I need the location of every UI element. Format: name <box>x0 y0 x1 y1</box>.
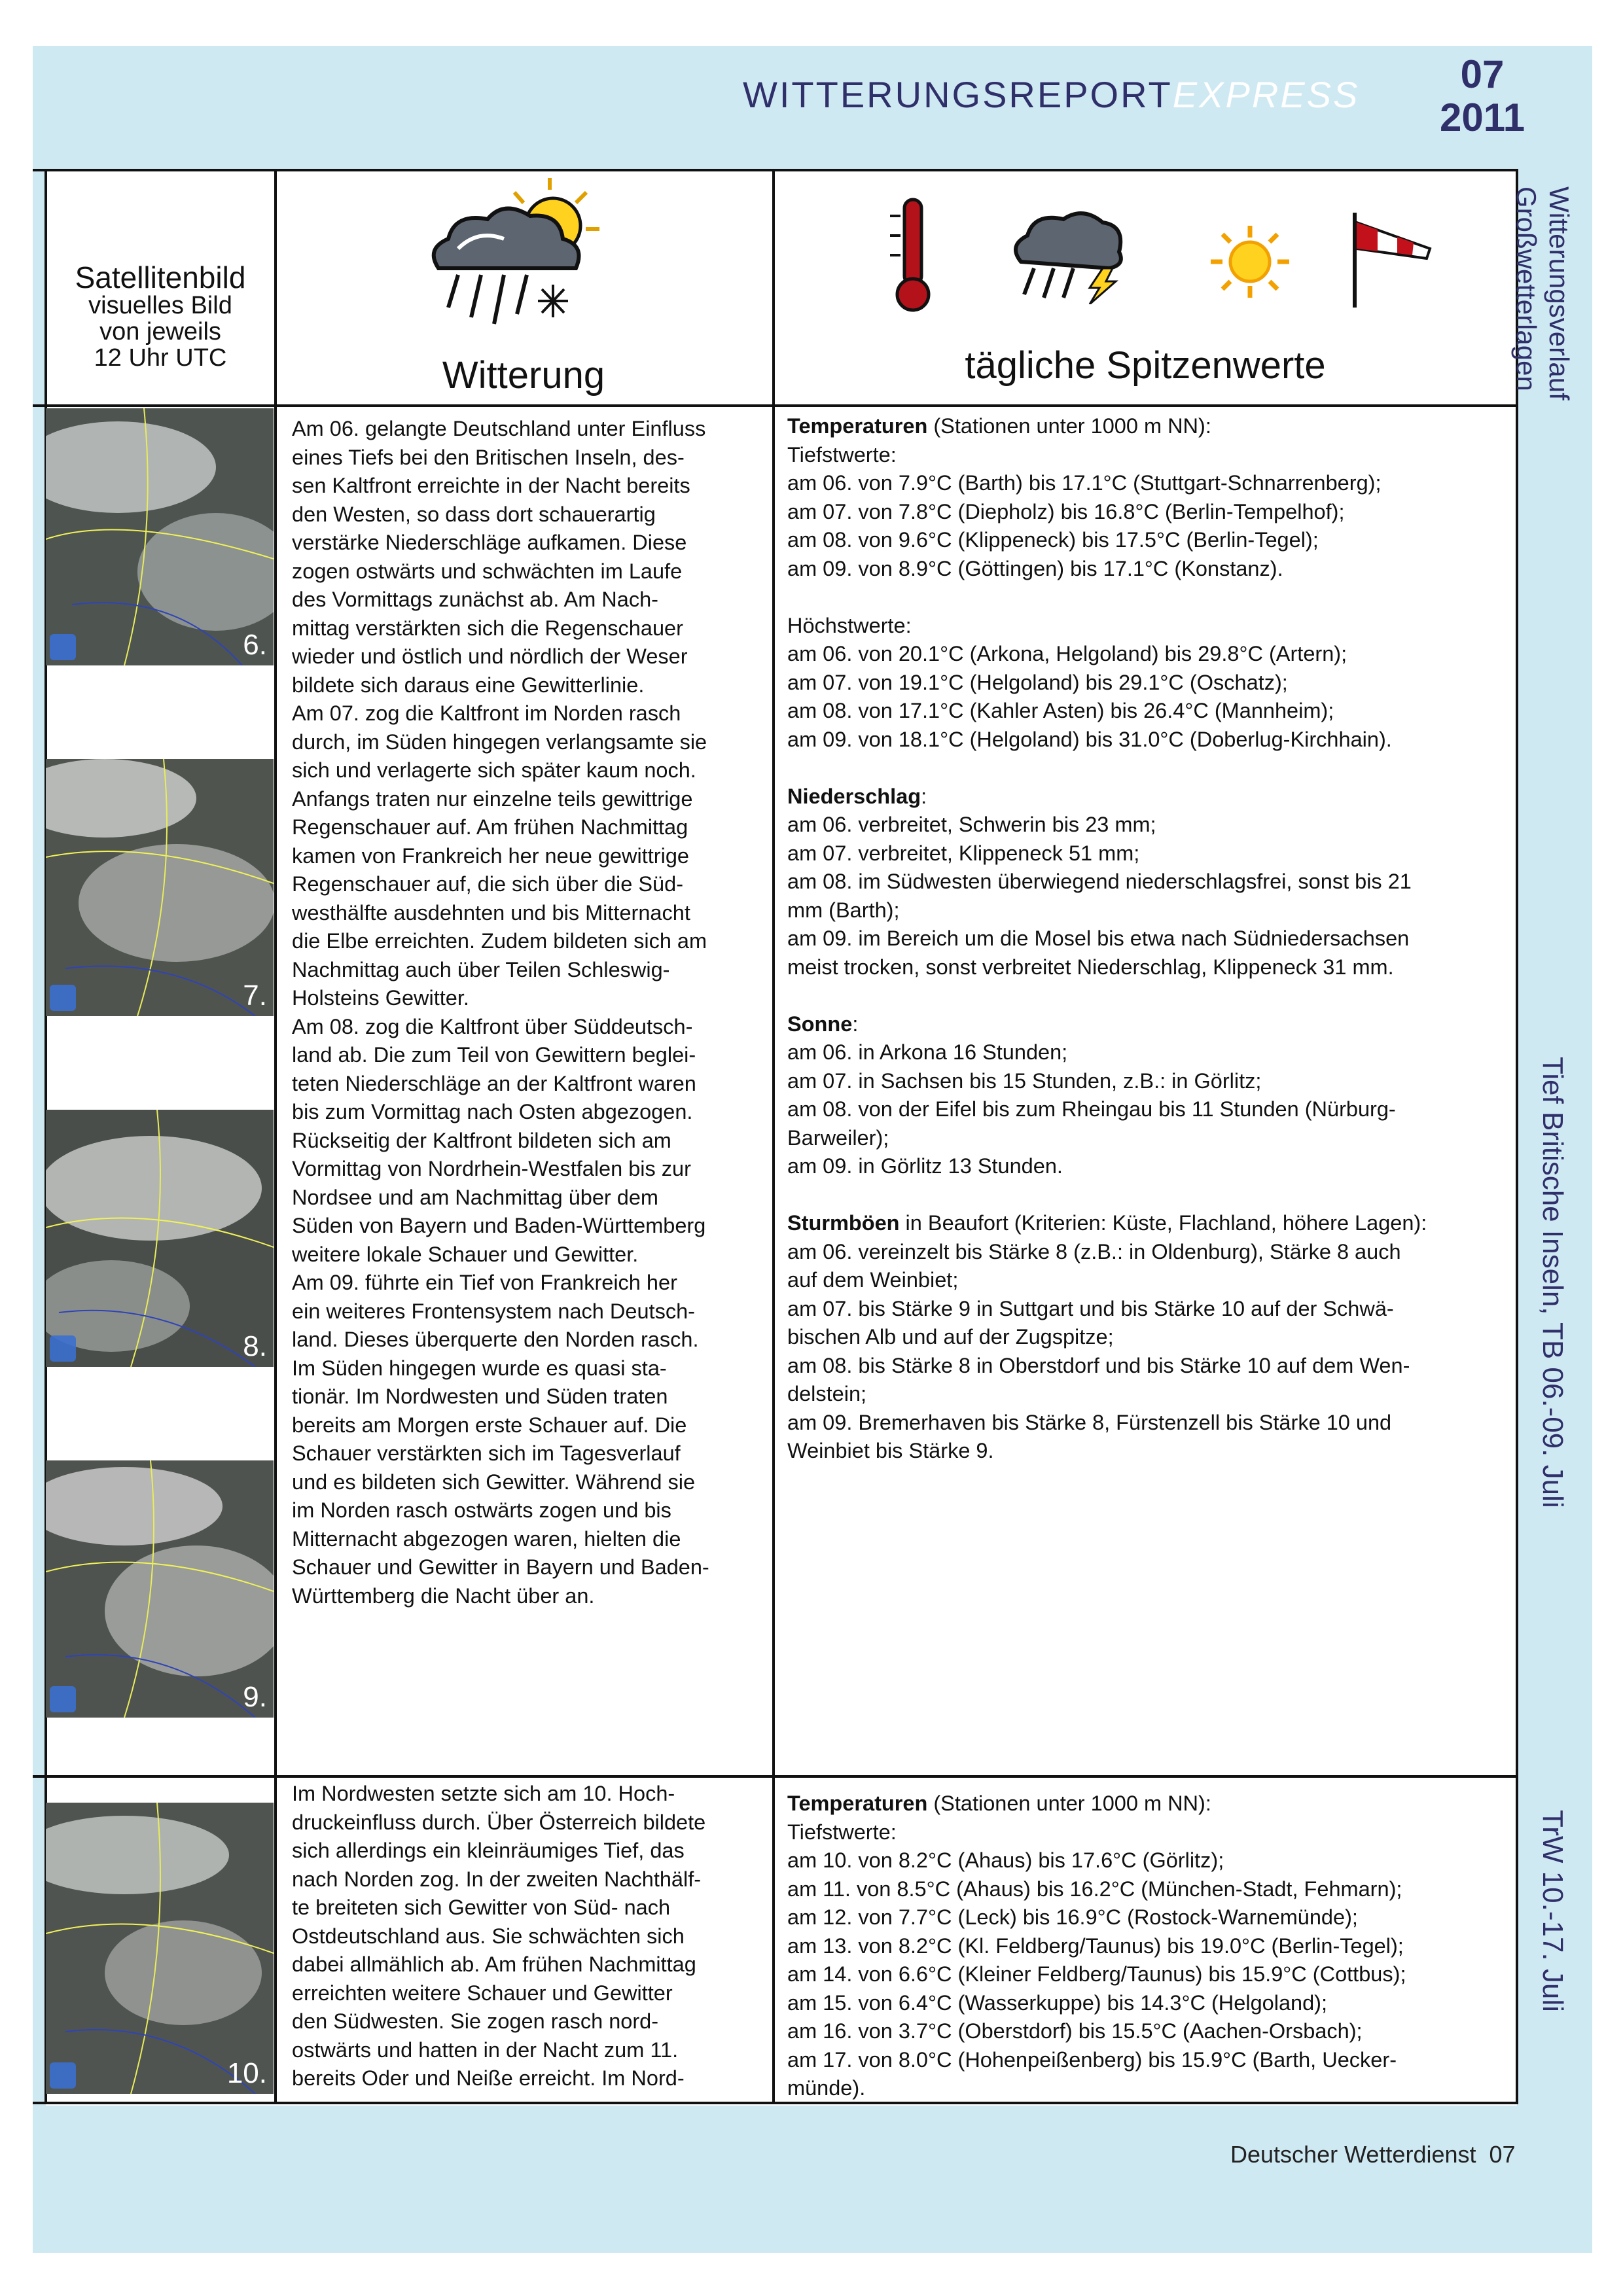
text-line: ostwärts und hatten in der Nacht zum 11. <box>292 2038 679 2062</box>
text-line: am 09. Bremerhaven bis Stärke 8, Fürstenzell bis Stärke 10 und <box>787 1410 1392 1434</box>
max-label: Höchstwerte: <box>787 613 912 637</box>
text-line: westhälfte ausdehnten und bis Mitternacht <box>292 900 690 925</box>
text-line: Württemberg die Nacht über an. <box>292 1583 595 1608</box>
text-line: am 09. von 18.1°C (Helgoland) bis 31.0°C (Doberlug-Kirchhain). <box>787 727 1392 751</box>
satellite-image <box>46 1803 274 2094</box>
text-line: am 09. in Görlitz 13 Stunden. <box>787 1154 1063 1178</box>
peak-values <box>787 1790 1507 2103</box>
weather-text <box>292 415 763 1610</box>
text-line: und es bildeten sich Gewitter. Während sie <box>292 1470 696 1494</box>
text-line: sich und verlagerte sich später kaum noch. <box>292 758 696 782</box>
text-line: sen Kaltfront erreichte in der Nacht bereits <box>292 474 690 497</box>
text-line: Nordsee und am Nachmittag über dem <box>292 1185 659 1209</box>
temperature-heading: Temperaturen (Stationen unter 1000 m NN): <box>787 1792 1211 1815</box>
satellite-image-date: 9. <box>243 1681 267 1713</box>
text-line: Süden von Bayern und Baden-Württemberg <box>292 1214 706 1237</box>
text-line: erreichten weitere Schauer und Gewitter <box>292 1981 673 2005</box>
text-line: mittag verstärkten sich die Regenschauer <box>292 616 683 640</box>
satellite-column-header: Satellitenbild visuelles Bild von jeweils 12 Uhr UTC <box>75 260 246 372</box>
max-values <box>787 640 1507 754</box>
peaks-column-header: tägliche Spitzenwerte <box>965 344 1326 387</box>
text-line: am 08. im Südwesten überwiegend niederschlagsfrei, sonst bis 21 <box>787 870 1412 893</box>
cloud-sun-rain-icon <box>419 177 609 340</box>
text-line: den Westen, so dass dort schauerartig <box>292 502 656 526</box>
text-line: Am 08. zog die Kaltfront über Süddeutsch- <box>292 1014 693 1038</box>
text-line: des Vormittags zunächst ab. Am Nach- <box>292 588 658 611</box>
issue-badge <box>1440 52 1525 139</box>
text-line: Am 07. zog die Kaltfront im Norden rasch <box>292 701 681 725</box>
text-line: im Norden rasch ostwärts zogen und bis <box>292 1498 671 1522</box>
side-label-section-1: Tief Britische Inseln, TB 06.-09. Juli <box>1537 1057 1569 1508</box>
col-border-sat <box>274 169 277 2104</box>
col-border-weather <box>772 169 775 2104</box>
text-line: wieder und östlich und nördlich der Weser <box>292 645 688 668</box>
min-values <box>787 469 1507 583</box>
temperature-heading: Temperaturen (Stationen unter 1000 m NN): <box>787 414 1211 438</box>
text-line: bischen Alb und auf der Zugspitze; <box>787 1325 1114 1349</box>
footer: Deutscher Wetterdienst 07 <box>1230 2141 1516 2168</box>
min-label: Tiefstwerte: <box>787 442 897 467</box>
weather-column-header: Witterung <box>442 354 605 397</box>
text-line: mm (Barth); <box>787 898 900 922</box>
text-line: Rückseitig der Kaltfront bildeten sich am <box>292 1128 671 1152</box>
table-header-border <box>33 404 1518 407</box>
text-line: am 06. verbreitet, Schwerin bis 23 mm; <box>787 813 1156 836</box>
text-line: Am 06. gelangte Deutschland unter Einfluss <box>292 417 706 440</box>
text-line: am 08. bis Stärke 8 in Oberstdorf und bis Stärke 10 auf dem Wen- <box>787 1353 1410 1377</box>
precipitation-heading: Niederschlag: <box>787 784 927 808</box>
text-line: am 07. verbreitet, Klippeneck 51 mm; <box>787 841 1140 865</box>
text-line: am 07. von 7.8°C (Diepholz) bis 16.8°C (Berlin-Tempelhof); <box>787 499 1345 523</box>
weather-text <box>292 1780 763 2093</box>
text-line: am 11. von 8.5°C (Ahaus) bis 16.2°C (München-Stadt, Fehmarn); <box>787 1877 1402 1901</box>
footer-band <box>33 2106 1592 2253</box>
text-line: Vormittag von Nordrhein-Westfalen bis zur <box>292 1157 691 1180</box>
dwd-logo-icon <box>50 634 76 660</box>
text-line: am 09. von 8.9°C (Göttingen) bis 17.1°C (Konstanz). <box>787 556 1283 580</box>
text-line: Holsteins Gewitter. <box>292 986 469 1010</box>
text-line: am 16. von 3.7°C (Oberstdorf) bis 15.5°C (Aachen-Orsbach); <box>787 2019 1363 2043</box>
text-line: land ab. Die zum Teil von Gewittern beglei- <box>292 1043 696 1067</box>
text-line: druckeinfluss durch. Über Österreich bildete <box>292 1810 706 1834</box>
text-line: Am 09. führte ein Tief von Frankreich her <box>292 1271 677 1294</box>
satellite-image-date: 10. <box>226 2057 267 2089</box>
text-line: am 09. im Bereich um die Mosel bis etwa nach Südniedersachsen <box>787 927 1410 950</box>
text-line: am 06. vereinzelt bis Stärke 8 (z.B.: in Oldenburg), Stärke 8 auch <box>787 1239 1401 1263</box>
text-line: Schauer und Gewitter in Bayern und Baden- <box>292 1555 709 1579</box>
satellite-image <box>46 408 274 665</box>
text-line: teten Niederschläge an der Kaltfront waren <box>292 1071 696 1095</box>
satellite-image <box>46 1460 274 1718</box>
dwd-logo-icon <box>50 1686 76 1712</box>
col-border-peaks <box>1516 169 1518 2104</box>
text-line: am 07. von 19.1°C (Helgoland) bis 29.1°C (Oschatz); <box>787 670 1288 694</box>
text-line: land. Dieses überquerte den Norden rasch. <box>292 1328 699 1351</box>
text-line: bereits am Morgen erste Schauer auf. Die <box>292 1413 687 1437</box>
text-line: am 07. bis Stärke 9 in Suttgart und bis Stärke 10 auf der Schwä- <box>787 1296 1394 1320</box>
report-title: WITTERUNGSREPORTEXPRESS <box>743 74 1360 115</box>
text-line: am 15. von 6.4°C (Wasserkuppe) bis 14.3°C (Helgoland); <box>787 1990 1328 2015</box>
issue-year: 2011 <box>1440 96 1525 139</box>
text-line: am 06. von 20.1°C (Arkona, Helgoland) bis 29.8°C (Artern); <box>787 642 1347 665</box>
text-line: münde). <box>787 2076 866 2100</box>
text-line: den Südwesten. Sie zogen rasch nord- <box>292 2009 659 2033</box>
min-label: Tiefstwerte: <box>787 1820 897 1844</box>
satellite-image <box>46 759 274 1016</box>
satellite-image-date: 6. <box>243 629 267 661</box>
satellite-image-date: 7. <box>243 980 267 1012</box>
text-line: am 07. in Sachsen bis 15 Stunden, z.B.: in Görlitz; <box>787 1069 1262 1093</box>
text-line: am 06. in Arkona 16 Stunden; <box>787 1040 1068 1064</box>
text-line: am 10. von 8.2°C (Ahaus) bis 17.6°C (Görlitz); <box>787 1848 1224 1872</box>
text-line: kamen von Frankreich her neue gewittrige <box>292 843 689 868</box>
text-line: eines Tiefs bei den Britischen Inseln, des- <box>292 445 685 469</box>
table-top-border <box>33 169 1518 171</box>
text-line: Anfangs traten nur einzelne teils gewittrige <box>292 786 693 811</box>
text-line: meist trocken, sonst verbreitet Niederschlag, Klippeneck 31 mm. <box>787 955 1394 979</box>
sun-values <box>787 1038 1507 1181</box>
text-line: Weinbiet bis Stärke 9. <box>787 1439 994 1462</box>
text-line: Regenschauer auf, die sich über die Süd- <box>292 872 684 896</box>
text-line: Regenschauer auf. Am frühen Nachmittag <box>292 815 688 839</box>
dwd-logo-icon <box>50 1335 76 1362</box>
text-line: Nachmittag auch über Teilen Schleswig- <box>292 957 670 981</box>
text-line: am 12. von 7.7°C (Leck) bis 16.9°C (Rostock-Warnemünde); <box>787 1905 1358 1929</box>
section-divider <box>33 1775 1518 1778</box>
text-line: tionär. Im Nordwesten und Süden traten <box>292 1385 668 1408</box>
text-line: am 17. von 8.0°C (Hohenpeißenberg) bis 15.9°C (Barth, Uecker- <box>787 2047 1397 2072</box>
text-line: bis zum Vormittag nach Osten abgezogen. <box>292 1100 693 1123</box>
text-line: am 14. von 6.6°C (Kleiner Feldberg/Taunus) bis 15.9°C (Cottbus); <box>787 1962 1406 1986</box>
issue-number: 07 <box>1460 52 1505 96</box>
side-header: Witterungsverlauf Großwetterlagen <box>1511 186 1575 400</box>
text-line: die Elbe erreichten. Zudem bildeten sich am <box>292 929 707 953</box>
sun-heading: Sonne: <box>787 1012 859 1036</box>
satellite-image <box>46 1110 274 1367</box>
gust-values <box>787 1238 1507 1466</box>
windsock-icon <box>1345 209 1436 308</box>
text-line: Im Süden hingegen wurde es quasi sta- <box>292 1356 667 1380</box>
precipitation-values <box>787 811 1507 981</box>
text-line: ein weiteres Frontensystem nach Deutsch- <box>292 1299 695 1323</box>
text-line: Schauer verstärkten sich im Tagesverlauf <box>292 1441 681 1465</box>
dwd-logo-icon <box>50 985 76 1011</box>
text-line: te breiteten sich Gewitter von Süd- nach <box>292 1896 671 1919</box>
text-line: durch, im Süden hingegen verlangsamte sie <box>292 730 707 754</box>
report-title-express: EXPRESS <box>1172 74 1360 115</box>
text-line: am 06. von 7.9°C (Barth) bis 17.1°C (Stuttgart-Schnarrenberg); <box>787 471 1382 495</box>
peak-values <box>787 412 1507 1466</box>
text-line: bildete sich daraus eine Gewitterlinie. <box>292 673 645 697</box>
dwd-logo-icon <box>50 2062 76 2089</box>
satellite-image-date: 8. <box>243 1330 267 1362</box>
text-line: Im Nordwesten setzte sich am 10. Hoch- <box>292 1782 675 1805</box>
text-line: verstärke Niederschläge aufkamen. Diese <box>292 531 687 554</box>
text-line: weitere lokale Schauer und Gewitter. <box>292 1242 639 1266</box>
left-strip <box>33 169 46 2106</box>
text-line: bereits Oder und Neiße erreicht. Im Nord- <box>292 2066 685 2090</box>
text-line: am 08. von 17.1°C (Kahler Asten) bis 26.4°C (Mannheim); <box>787 699 1334 722</box>
text-line: Ostdeutschland aus. Sie schwächten sich <box>292 1924 685 1948</box>
text-line: am 08. von der Eifel bis zum Rheingau bis 11 Stunden (Nürburg- <box>787 1097 1396 1121</box>
text-line: dabei allmählich ab. Am frühen Nachmittag <box>292 1952 696 1976</box>
sun-icon <box>1211 226 1289 298</box>
text-line: am 13. von 8.2°C (Kl. Feldberg/Taunus) bis 19.0°C (Berlin-Tegel); <box>787 1934 1404 1958</box>
text-line: Mitternacht abgezogen waren, hielten die <box>292 1527 681 1551</box>
min-values <box>787 1846 1507 2103</box>
text-line: delstein; <box>787 1382 867 1405</box>
text-line: auf dem Weinbiet; <box>787 1268 959 1292</box>
text-line: zogen ostwärts und schwächten im Laufe <box>292 559 683 583</box>
gust-heading: Sturmböen in Beaufort (Kriterien: Küste, Flachland, höhere Lagen): <box>787 1211 1427 1235</box>
text-line: am 08. von 9.6°C (Klippeneck) bis 17.5°C (Berlin-Tegel); <box>787 528 1319 552</box>
thermometer-icon <box>890 196 936 314</box>
side-label-section-2: TrW 10.-17. Juli <box>1537 1810 1569 2012</box>
text-line: sich allerdings ein kleinräumiges Tief, das <box>292 1839 685 1862</box>
text-line: nach Norden zog. In der zweiten Nachthälf- <box>292 1867 702 1891</box>
text-line: Barweiler); <box>787 1125 889 1150</box>
thunderstorm-cloud-icon <box>1005 206 1129 304</box>
